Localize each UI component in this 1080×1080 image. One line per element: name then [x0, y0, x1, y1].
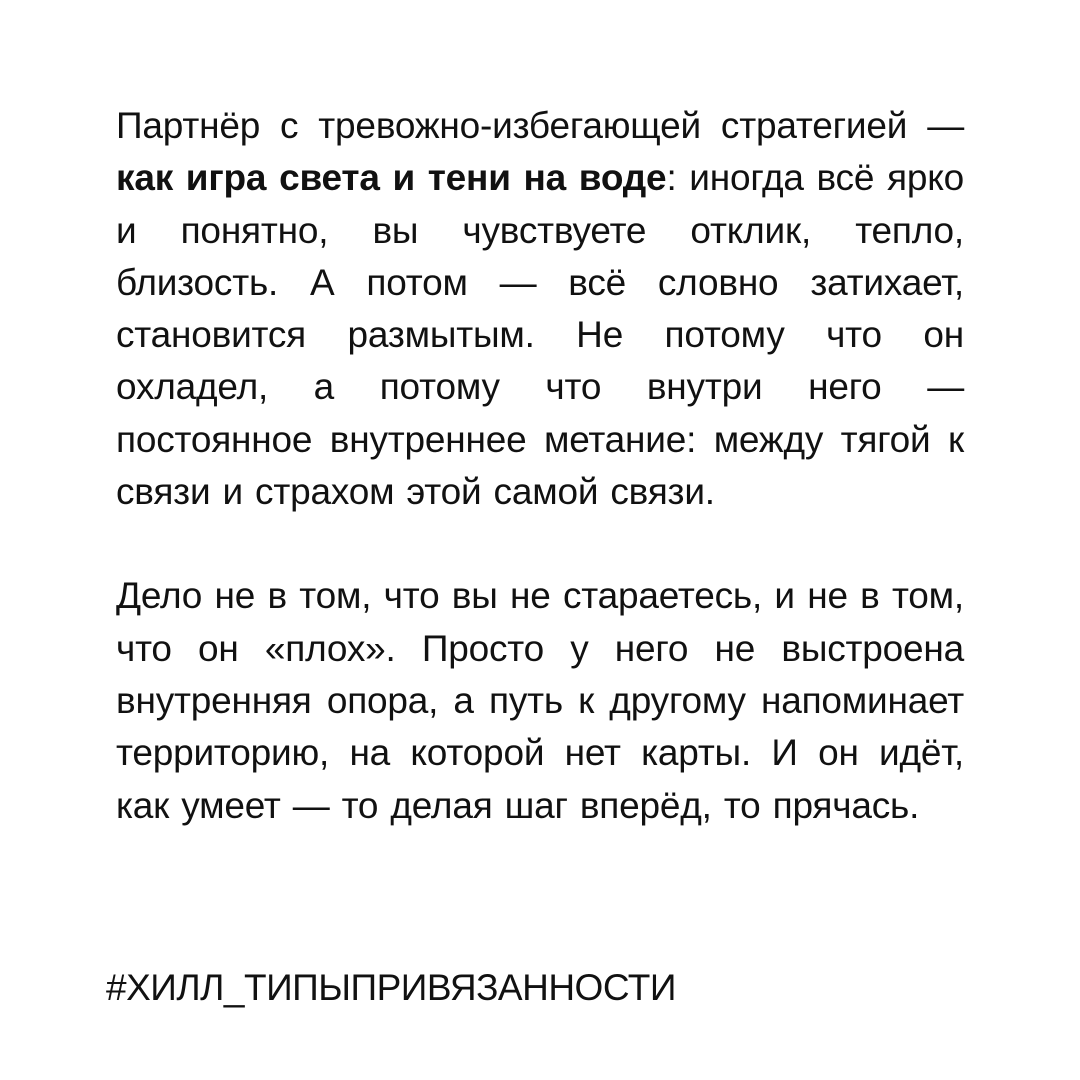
paragraph-1-intro: Партнёр с тревожно-избегающей стратегией — — [116, 105, 964, 146]
paragraph-1-continuation: : иногда всё ярко и понятно, вы чувствуете отклик, тепло, близость. А потом — всё словно затихает, становится размытым. Не потому что он охладел, а потому что внутри него — постоянное внутреннее метание: между тягой к связи и страхом этой самой связи. — [116, 157, 964, 513]
paragraph-2-text: Дело не в том, что вы не стараетесь, и не в том, что он «плох». Просто у него не выстроена внутренняя опора, а путь к другому напоминает территорию, на которой нет карты. И он идёт, как умеет — то делая шаг вперёд, то прячась. — [116, 575, 964, 826]
paragraph-1-bold-metaphor: как игра света и тени на воде — [116, 157, 667, 199]
post-body — [116, 100, 964, 832]
paragraph-2 — [116, 570, 964, 831]
paragraph-1 — [116, 100, 964, 518]
hashtag: #ХИЛЛ_ТИПЫПРИВЯЗАННОСТИ — [106, 967, 677, 1008]
